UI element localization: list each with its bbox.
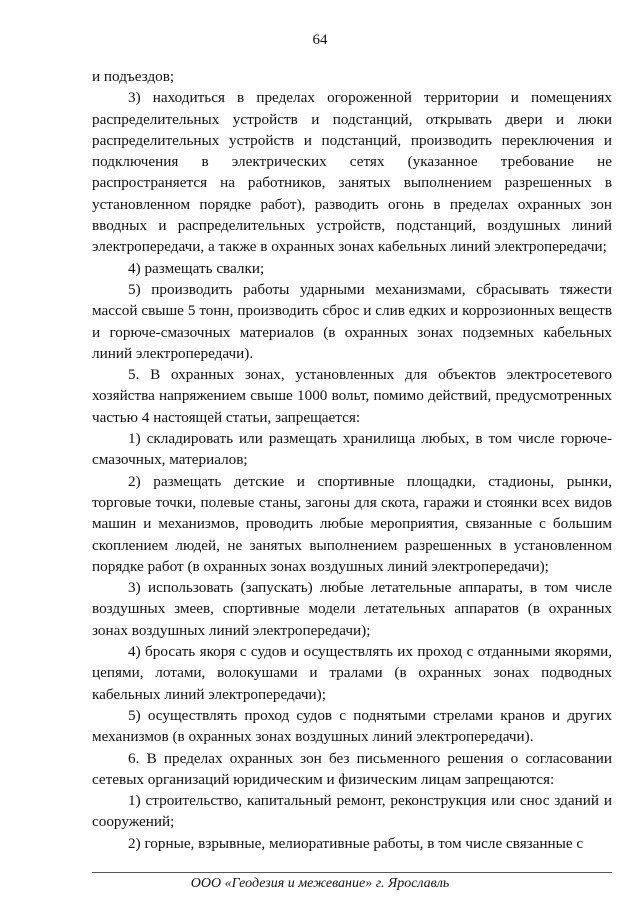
paragraph: 5. В охранных зонах, установленных для объектов электросетевого хозяйства напряжением свыше 1000 вольт, помимо действий, предусмотренных частью 4 настоящей статьи, запрещается: (92, 366, 612, 426)
paragraph: 1) складировать или размещать хранилища любых, в том числе горюче-смазочных, материалов; (92, 430, 612, 469)
paragraph: 5) осуществлять проход судов с поднятыми стрелами кранов и других механизмов (в охранных зонах воздушных линий электропередачи). (92, 706, 612, 746)
paragraph: 6. В пределах охранных зон без письменного решения о согласовании сетевых организаций юридическим и физическим лицам запрещаются: (92, 749, 612, 788)
paragraph: 4) бросать якоря с судов и осуществлять их проход с отданными якорями, цепями, лотами, волокушами и тралами (в охранных зонах подводных кабельных линий электропередачи); (92, 643, 612, 703)
page-number: 64 (312, 32, 328, 48)
paragraph: 2) горные, взрывные, мелиоративные работы, в том числе связанные с (128, 834, 584, 852)
footer-divider (92, 872, 612, 873)
paragraph: 4) размещать свалки; (128, 259, 265, 277)
paragraph: 3) находиться в пределах огороженной территории и помещениях распределительных устройств и подстанций, открывать двери и люки распределительных устройств и подстанций, производить переключения и подключения в электрических сетях (указанное требование не распространяется на работников, занятых выполнением разрешенных в установленном порядке работ), разводить огонь в пределах охранных зон вводных и распределительных устройств, подстанций, воздушных линий электропередачи, а также в охранных зонах кабельных линий электропередачи; (92, 89, 612, 256)
page-footer: ООО «Геодезия и межевание» г. Ярославль (190, 876, 450, 891)
document-body (92, 66, 612, 854)
paragraph: 2) размещать детские и спортивные площадки, стадионы, рынки, торговые точки, полевые станы, загоны для скота, гаражи и стоянки всех видов машин и механизмов, проводить любые мероприятия, связанные с большим скоплением людей, не занятых выполнением разрешенных в установленном порядке работ (в охранных зонах воздушных линий электропередачи); (92, 472, 612, 575)
paragraph: и подъездов; (92, 68, 175, 85)
paragraph: 3) использовать (запускать) любые летательные аппараты, в том числе воздушных змеев, спортивные модели летательных аппаратов (в охранных зонах воздушных линий электропередачи); (92, 579, 612, 639)
paragraph: 1) строительство, капитальный ремонт, реконструкция или снос зданий и сооружений; (92, 792, 612, 831)
paragraph: 5) производить работы ударными механизмами, сбрасывать тяжести массой свыше 5 тонн, производить сброс и слив едких и коррозионных веществ и горюче-смазочных материалов (в охранных зонах подземных кабельных линий электропередачи). (92, 280, 612, 362)
